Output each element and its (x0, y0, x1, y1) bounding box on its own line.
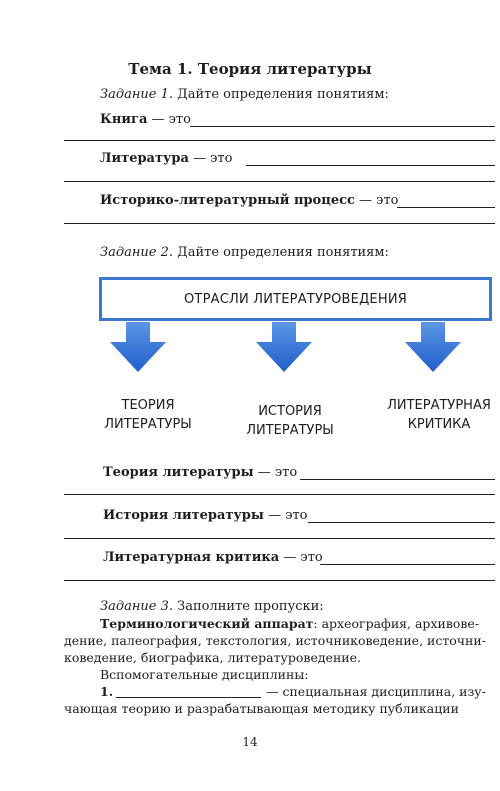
answer-line (64, 538, 495, 539)
term-history (103, 508, 308, 523)
answer-line (320, 564, 495, 565)
answer-line (116, 697, 261, 698)
term-theory-tail: — это (253, 465, 298, 480)
apparatus-line1 (100, 616, 479, 631)
term-theory-label: Теория литературы (103, 465, 254, 480)
task3-text: Заполните пропуски: (173, 599, 324, 614)
apparatus-term: Терминологический аппарат (100, 616, 314, 631)
apparatus-line3: коведение, биографика, литературоведение. (64, 650, 361, 665)
apparatus-line2: дение, палеография, текстология, источниковедение, источни- (64, 633, 486, 648)
diagram-header: ОТРАСЛИ ЛИТЕРАТУРОВЕДЕНИЯ (184, 291, 407, 307)
branch-criticism-line1: ЛИТЕРАТУРНАЯ (387, 398, 491, 413)
item1-line1: — специальная дисциплина, изу- (266, 684, 486, 699)
task3-heading (100, 599, 324, 614)
arrow-down-icon (110, 322, 166, 372)
term-history-tail: — это (263, 508, 308, 523)
term-criticism-label: Литературная критика (103, 550, 280, 565)
term-criticism-tail: — это (279, 550, 323, 565)
term-criticism (103, 550, 323, 565)
task1-label: Задание 1. (100, 87, 174, 102)
branch-history (230, 402, 350, 440)
branch-theory-line2: ЛИТЕРАТУРЫ (104, 417, 192, 432)
arrow-down-icon (256, 322, 312, 372)
branch-theory (88, 396, 208, 434)
branch-history-line1: ИСТОРИЯ (258, 404, 322, 419)
arrow-down-icon (405, 322, 461, 372)
item1-number: 1. (100, 684, 114, 699)
answer-line (308, 522, 495, 523)
aux-heading: Вспомогательные дисциплины: (100, 667, 309, 682)
answer-line (300, 479, 495, 480)
term-literature-tail: — это (188, 151, 233, 166)
page-title: Тема 1. Теория литературы (128, 60, 372, 78)
term-process-tail: — это (354, 193, 399, 208)
answer-line (64, 580, 495, 581)
term-history-label: История литературы (103, 508, 264, 523)
branch-theory-line1: ТЕОРИЯ (121, 398, 175, 413)
term-book-label: Книга (100, 112, 148, 127)
branch-criticism-line2: КРИТИКА (407, 417, 471, 432)
page-number: 14 (242, 735, 258, 749)
branch-history-line2: ЛИТЕРАТУРЫ (246, 423, 334, 438)
task2-label: Задание 2. (100, 245, 174, 260)
answer-line (64, 494, 495, 495)
task2-text: Дайте определения понятиям: (173, 245, 389, 260)
term-literature-label: Литература (100, 151, 189, 166)
item1-line2: чающая теорию и разрабатывающая методику публикации (64, 701, 459, 716)
task1-text: Дайте определения понятиям: (173, 87, 389, 102)
term-book-tail: — это (147, 112, 191, 127)
term-theory (103, 465, 297, 480)
branch-criticism (378, 396, 500, 434)
task3-label: Задание 3. (100, 599, 174, 614)
term-process-label: Историко-литературный процесс (100, 193, 355, 208)
apparatus-text1: : археография, архивове- (313, 616, 480, 631)
